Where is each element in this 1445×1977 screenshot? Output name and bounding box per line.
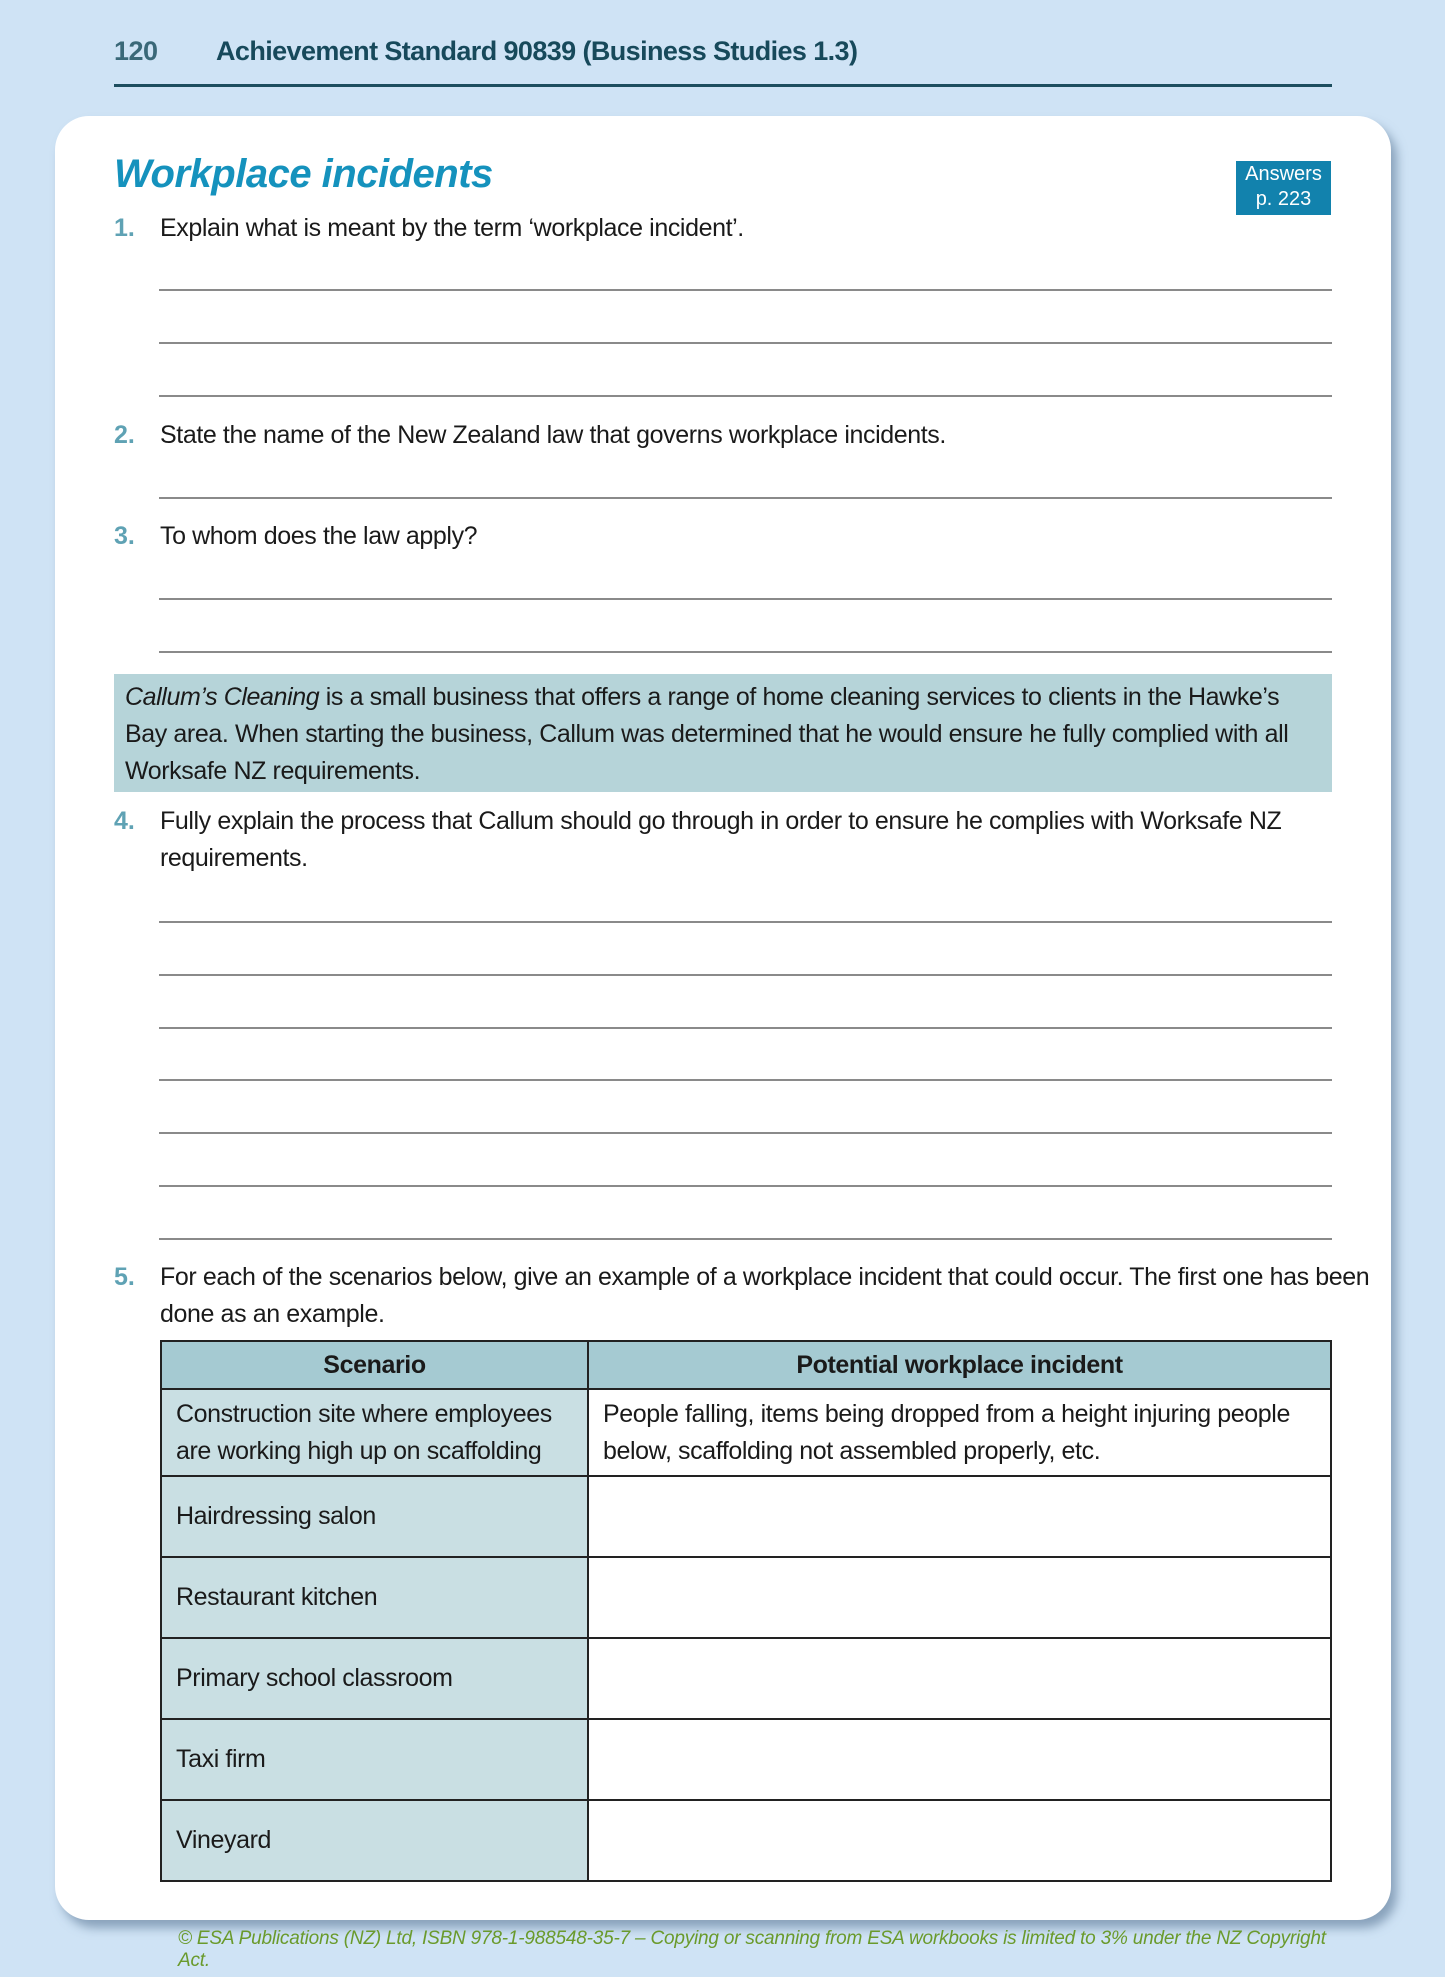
answers-page: p. 223 [1255, 188, 1312, 210]
answer-line[interactable] [159, 1079, 1332, 1081]
incident-answer-cell[interactable] [588, 1476, 1331, 1557]
question-text: Explain what is meant by the term ‘workplace incident’. [160, 214, 744, 242]
page-number: 120 [114, 36, 158, 66]
table-row [161, 1638, 1331, 1719]
scenario-cell: Restaurant kitchen [161, 1557, 588, 1638]
answer-line[interactable] [159, 1185, 1332, 1187]
copyright-footer: © ESA Publications (NZ) Ltd, ISBN 978-1-988548-35-7 – Copying or scanning from ESA workbooks is limited to 3% under the NZ Copyright Act. [178, 1928, 1326, 1971]
header-title: Achievement Standard 90839 (Business Studies 1.3) [216, 36, 858, 66]
answer-line[interactable] [159, 289, 1332, 291]
table-row [161, 1800, 1331, 1881]
running-header [114, 30, 1332, 87]
scenario-cell: Taxi firm [161, 1719, 588, 1800]
table-row [161, 1389, 1331, 1476]
column-header-scenario: Scenario [161, 1341, 588, 1389]
question-number: 1. [114, 214, 135, 242]
answers-label: Answers [1245, 163, 1322, 185]
scenario-cell: Construction site where employees are working high up on scaffolding [161, 1389, 588, 1476]
table-row [161, 1557, 1331, 1638]
scenario-table [160, 1340, 1332, 1882]
case-study-box [114, 674, 1332, 792]
scenario-cell: Vineyard [161, 1800, 588, 1881]
table-row [161, 1719, 1331, 1800]
answer-line[interactable] [159, 1027, 1332, 1029]
answers-badge[interactable] [1236, 161, 1331, 215]
answer-line[interactable] [159, 395, 1332, 397]
table-header-row [161, 1341, 1331, 1389]
incident-answer-cell[interactable] [588, 1557, 1331, 1638]
case-study-text: is a small business that offers a range of home cleaning services to clients in the Hawke’s Bay area. When starting the business, Callum was determined that he would ensure he fully complied with all Worksafe NZ requirements. [125, 683, 1289, 785]
incident-answer-cell[interactable] [588, 1800, 1331, 1881]
answer-line[interactable] [159, 1132, 1332, 1134]
question-text: To whom does the law apply? [160, 522, 478, 550]
incident-answer-cell[interactable] [588, 1719, 1331, 1800]
answer-line[interactable] [159, 921, 1332, 923]
scenario-cell: Primary school classroom [161, 1638, 588, 1719]
question-text: State the name of the New Zealand law that governs workplace incidents. [160, 421, 946, 449]
column-header-incident: Potential workplace incident [588, 1341, 1331, 1389]
table-row [161, 1476, 1331, 1557]
business-name: Callum’s Cleaning [125, 683, 320, 711]
question-number: 2. [114, 421, 135, 449]
question-number: 4. [114, 807, 135, 835]
answer-line[interactable] [159, 598, 1332, 600]
section-title: Workplace incidents [114, 152, 493, 196]
answer-line[interactable] [159, 974, 1332, 976]
question-text: For each of the scenarios below, give an example of a workplace incident that could occur. The first one has been done as an example. [160, 1263, 1370, 1328]
answer-line[interactable] [159, 1238, 1332, 1240]
scenario-cell: Hairdressing salon [161, 1476, 588, 1557]
incident-answer-cell[interactable] [588, 1638, 1331, 1719]
incident-cell: People falling, items being dropped from a height injuring people below, scaffolding not assembled properly, etc. [588, 1389, 1331, 1476]
answer-line[interactable] [159, 651, 1332, 653]
answer-line[interactable] [159, 497, 1332, 499]
question-number: 5. [114, 1263, 135, 1291]
answer-line[interactable] [159, 342, 1332, 344]
question-number: 3. [114, 522, 135, 550]
question-text: Fully explain the process that Callum should go through in order to ensure he complies with Worksafe NZ requirements. [160, 807, 1282, 872]
